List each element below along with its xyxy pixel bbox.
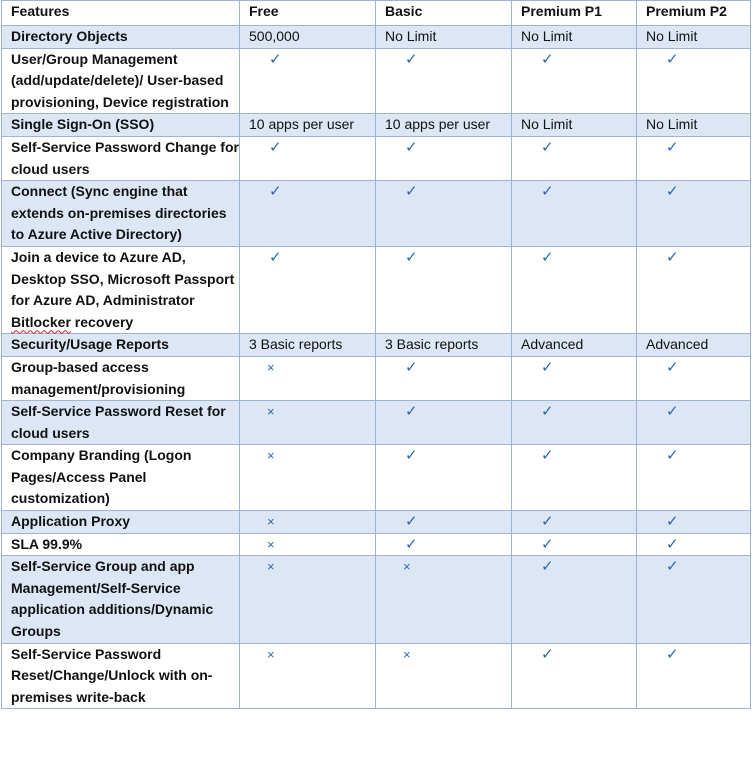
not-included-cell (240, 511, 376, 534)
checkmark-icon: ✓ (541, 248, 554, 266)
included-cell (240, 181, 376, 247)
checkmark-icon: ✓ (541, 183, 554, 201)
cross-icon: × (267, 559, 275, 575)
table-row (2, 114, 751, 137)
checkmark-icon: ✓ (269, 138, 282, 156)
included-cell (512, 445, 637, 511)
value-cell: 3 Basic reports (376, 334, 512, 357)
table-row (2, 48, 751, 114)
included-cell (240, 246, 376, 333)
column-header-features: Features (2, 1, 240, 26)
checkmark-icon: ✓ (405, 403, 418, 421)
included-cell (637, 533, 751, 556)
checkmark-icon: ✓ (541, 403, 554, 421)
feature-name: Single Sign-On (SSO) (2, 114, 240, 137)
checkmark-icon: ✓ (405, 513, 418, 531)
feature-name: Directory Objects (2, 26, 240, 49)
value-cell: 10 apps per user (376, 114, 512, 137)
checkmark-icon: ✓ (666, 358, 679, 376)
included-cell (637, 445, 751, 511)
value-cell: 500,000 (240, 26, 376, 49)
included-cell (637, 511, 751, 534)
column-header-free: Free (240, 1, 376, 26)
not-included-cell (240, 643, 376, 709)
checkmark-icon: ✓ (666, 513, 679, 531)
not-included-cell (240, 445, 376, 511)
checkmark-icon: ✓ (541, 558, 554, 576)
checkmark-icon: ✓ (269, 248, 282, 266)
cross-icon: × (267, 359, 275, 375)
column-header-basic: Basic (376, 1, 512, 26)
checkmark-icon: ✓ (541, 358, 554, 376)
checkmark-icon: ✓ (666, 403, 679, 421)
table-row (2, 643, 751, 709)
table-row (2, 445, 751, 511)
included-cell (512, 533, 637, 556)
included-cell (512, 48, 637, 114)
included-cell (512, 181, 637, 247)
cross-icon: × (267, 536, 275, 552)
included-cell (512, 401, 637, 445)
not-included-cell (376, 556, 512, 643)
column-header-premium-p1: Premium P1 (512, 1, 637, 26)
included-cell (512, 511, 637, 534)
checkmark-icon: ✓ (541, 535, 554, 553)
value-cell: No Limit (512, 26, 637, 49)
included-cell (637, 401, 751, 445)
checkmark-icon: ✓ (666, 248, 679, 266)
value-cell: Advanced (637, 334, 751, 357)
header-row (2, 1, 751, 26)
checkmark-icon: ✓ (269, 183, 282, 201)
spellcheck-underline: Bitlocker (11, 313, 71, 330)
checkmark-icon: ✓ (405, 183, 418, 201)
feature-name: Self-Service Password Change for cloud users (2, 136, 240, 180)
feature-name: SLA 99.9% (2, 533, 240, 556)
value-cell: Advanced (512, 334, 637, 357)
table-row (2, 26, 751, 49)
cross-icon: × (403, 559, 411, 575)
included-cell (637, 556, 751, 643)
checkmark-icon: ✓ (666, 183, 679, 201)
table-row (2, 334, 751, 357)
cross-icon: × (267, 448, 275, 464)
checkmark-icon: ✓ (541, 645, 554, 663)
included-cell (637, 356, 751, 400)
table-row (2, 401, 751, 445)
checkmark-icon: ✓ (666, 645, 679, 663)
checkmark-icon: ✓ (405, 248, 418, 266)
checkmark-icon: ✓ (666, 558, 679, 576)
included-cell (637, 48, 751, 114)
checkmark-icon: ✓ (541, 50, 554, 68)
checkmark-icon: ✓ (405, 447, 418, 465)
included-cell (512, 556, 637, 643)
checkmark-icon: ✓ (405, 358, 418, 376)
checkmark-icon: ✓ (541, 447, 554, 465)
table-row (2, 556, 751, 643)
feature-name: Self-Service Group and app Management/Self-Service application additions/Dynamic Groups (2, 556, 240, 643)
feature-name: Security/Usage Reports (2, 334, 240, 357)
column-header-premium-p2: Premium P2 (637, 1, 751, 26)
included-cell (512, 136, 637, 180)
feature-name: User/Group Management (add/update/delete)/ User-based provisioning, Device registration (2, 48, 240, 114)
included-cell (637, 643, 751, 709)
checkmark-icon: ✓ (269, 50, 282, 68)
not-included-cell (376, 643, 512, 709)
checkmark-icon: ✓ (666, 447, 679, 465)
feature-comparison-table (1, 0, 751, 709)
value-cell: 3 Basic reports (240, 334, 376, 357)
table-row (2, 533, 751, 556)
feature-name: Application Proxy (2, 511, 240, 534)
included-cell (637, 181, 751, 247)
table-body (2, 26, 751, 709)
not-included-cell (240, 356, 376, 400)
included-cell (240, 136, 376, 180)
value-cell: No Limit (637, 26, 751, 49)
included-cell (376, 48, 512, 114)
included-cell (376, 181, 512, 247)
not-included-cell (240, 556, 376, 643)
included-cell (637, 246, 751, 333)
not-included-cell (240, 533, 376, 556)
table-row (2, 136, 751, 180)
feature-name: Self-Service Password Reset for cloud users (2, 401, 240, 445)
included-cell (512, 356, 637, 400)
table-row (2, 356, 751, 400)
included-cell (376, 533, 512, 556)
included-cell (376, 445, 512, 511)
feature-name: Connect (Sync engine that extends on-premises directories to Azure Active Directory) (2, 181, 240, 247)
table-row (2, 511, 751, 534)
included-cell (376, 356, 512, 400)
table-row (2, 181, 751, 247)
included-cell (376, 246, 512, 333)
feature-name: Group-based access management/provisioning (2, 356, 240, 400)
cross-icon: × (267, 514, 275, 530)
cross-icon: × (267, 646, 275, 662)
table-row (2, 246, 751, 333)
included-cell (512, 643, 637, 709)
checkmark-icon: ✓ (666, 50, 679, 68)
checkmark-icon: ✓ (405, 138, 418, 156)
cross-icon: × (403, 646, 411, 662)
included-cell (376, 401, 512, 445)
checkmark-icon: ✓ (666, 535, 679, 553)
value-cell: No Limit (637, 114, 751, 137)
cross-icon: × (267, 404, 275, 420)
included-cell (376, 136, 512, 180)
feature-name: Company Branding (Logon Pages/Access Panel customization) (2, 445, 240, 511)
checkmark-icon: ✓ (405, 535, 418, 553)
feature-name: Join a device to Azure AD, Desktop SSO, Microsoft Passport for Azure AD, Administrator Bitlocker recovery (2, 246, 240, 333)
checkmark-icon: ✓ (541, 138, 554, 156)
value-cell: No Limit (512, 114, 637, 137)
included-cell (240, 48, 376, 114)
checkmark-icon: ✓ (541, 513, 554, 531)
checkmark-icon: ✓ (405, 50, 418, 68)
not-included-cell (240, 401, 376, 445)
value-cell: 10 apps per user (240, 114, 376, 137)
included-cell (512, 246, 637, 333)
included-cell (376, 511, 512, 534)
feature-name: Self-Service Password Reset/Change/Unlock with on-premises write-back (2, 643, 240, 709)
included-cell (637, 136, 751, 180)
value-cell: No Limit (376, 26, 512, 49)
checkmark-icon: ✓ (666, 138, 679, 156)
